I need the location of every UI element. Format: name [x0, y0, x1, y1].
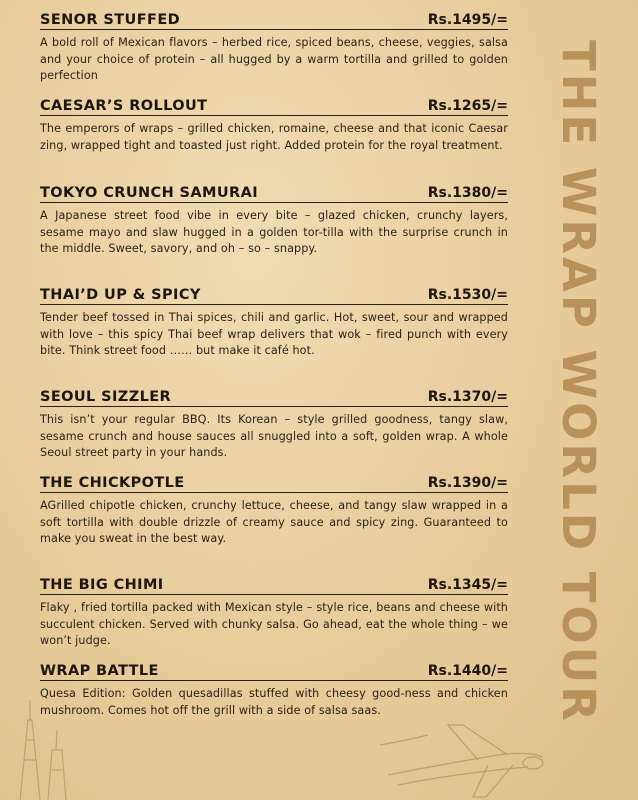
item-header — [40, 663, 508, 681]
item-header — [40, 12, 508, 30]
item-description: Quesa Edition: Golden quesadillas stuffed with cheesy good-ness and chicken mushroom. Comes hot off the grill with a side of salsa saas. — [40, 687, 508, 717]
item-description: Tender beef tossed in Thai spices, chili and garlic. Hot, sweet, sour and wrapped with love – this spicy Thai beef wrap delivers that wok – fired punch with every bite. Think street food …… but make it café hot. — [40, 311, 508, 357]
item-description: The emperors of wraps – grilled chicken, romaine, cheese and that iconic Caesar zing, wrapped tight and toasted just right. Added protein for the royal treatment. — [40, 122, 508, 152]
item-header — [40, 475, 508, 493]
item-header — [40, 389, 508, 407]
airplane-sketch-icon — [378, 705, 548, 800]
item-name: THE CHICKPOTLE — [40, 475, 185, 491]
item-price: Rs.1390/= — [427, 475, 508, 491]
menu-item-caesars-rollout — [40, 98, 508, 154]
item-price: Rs.1345/= — [427, 577, 508, 593]
item-price: Rs.1265/= — [427, 98, 508, 114]
item-header — [40, 577, 508, 595]
menu-item-senor-stuffed — [40, 12, 508, 85]
item-price: Rs.1440/= — [427, 663, 508, 679]
item-name: SEOUL SIZZLER — [40, 389, 172, 405]
item-name: WRAP BATTLE — [40, 663, 159, 679]
item-name: CAESAR’S ROLLOUT — [40, 98, 208, 114]
menu-item-seoul-sizzler — [40, 389, 508, 462]
item-price: Rs.1495/= — [427, 12, 508, 28]
item-header — [40, 185, 508, 203]
menu-item-the-chickpotle — [40, 475, 508, 548]
tower-sketch-icon — [0, 690, 80, 800]
item-name: THAI’D UP & SPICY — [40, 287, 201, 303]
item-description: Flaky , fried tortilla packed with Mexican style – style rice, beans and cheese with succulent chicken. Served with chunky salsa. Go ahead, eat the whole thing – we won’t judge. — [40, 601, 508, 647]
item-description: AGrilled chipotle chicken, crunchy lettuce, cheese, and tangy slaw wrapped in a soft tortilla with double drizzle of creamy sauce and spicy zing. Guaranteed to make you sweat in the best way. — [40, 499, 508, 545]
item-description: A Japanese street food vibe in every bite – glazed chicken, crunchy layers, sesame mayo and slaw hugged in a golden tor-tilla with the surprise crunch in the middle. Sweet, savory, and oh – so – snappy. — [40, 209, 508, 255]
item-header — [40, 98, 508, 116]
item-header — [40, 287, 508, 305]
item-price: Rs.1380/= — [427, 185, 508, 201]
item-price: Rs.1530/= — [427, 287, 508, 303]
menu-item-tokyo-crunch-samurai — [40, 185, 508, 258]
side-title — [548, 40, 608, 780]
item-description: A bold roll of Mexican flavors – herbed rice, spiced beans, cheese, veggies, salsa and your choice of protein – all hugged by a warm tortilla and grilled to golden perfection — [40, 36, 508, 82]
menu-item-the-big-chimi — [40, 577, 508, 650]
item-price: Rs.1370/= — [427, 389, 508, 405]
item-name: TOKYO CRUNCH SAMURAI — [40, 185, 259, 201]
menu-item-thaid-up-spicy — [40, 287, 508, 360]
item-name: SENOR STUFFED — [40, 12, 181, 28]
side-title-text: THE WRAP WORLD TOUR — [552, 40, 605, 724]
item-description: This isn’t your regular BBQ. Its Korean – style grilled goodness, tangy slaw, sesame crunch and house sauces all snuggled into a soft, golden wrap. A whole Seoul street party in your hands. — [40, 413, 508, 459]
item-name: THE BIG CHIMI — [40, 577, 164, 593]
